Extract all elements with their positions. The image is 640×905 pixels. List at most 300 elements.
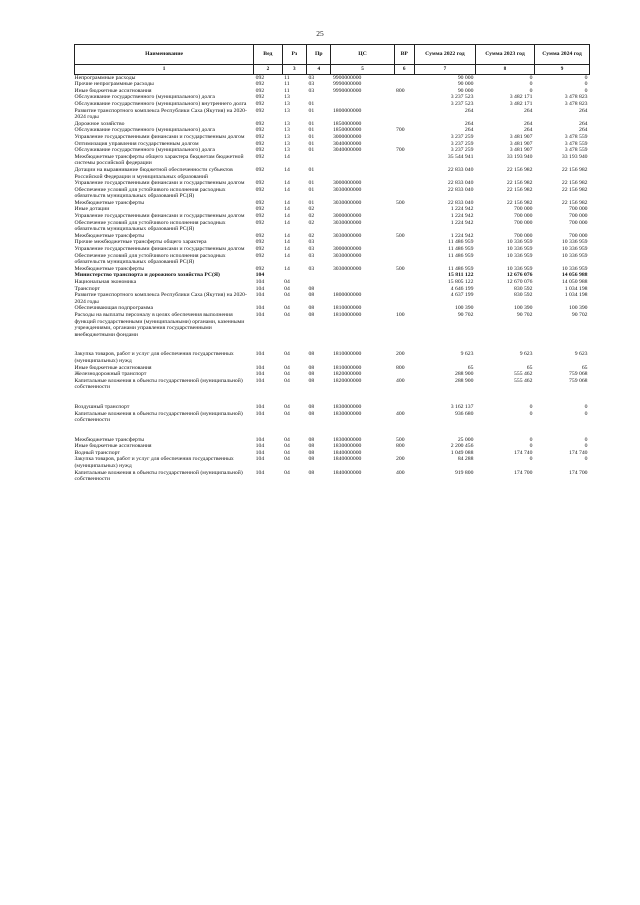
row-sum-2023: 22 156 982 [506, 180, 533, 187]
row-sum-2023: 174 700 [514, 469, 533, 476]
row-sum-2022: 11 486 959 [448, 239, 474, 246]
row-cs [331, 272, 394, 279]
row-name: Капитальные вложения в объекты государственной (муниципальной) собственности [74, 469, 243, 483]
row-vr [394, 187, 414, 200]
row-sum-2022: 288 900 [454, 377, 474, 384]
row-rz: 04 [284, 305, 290, 312]
row-ved: 104 [255, 449, 265, 456]
row-vr [394, 108, 414, 121]
row-rz: 04 [284, 351, 290, 358]
row-pr [307, 154, 331, 167]
row-name: Обеспечивающая подпрограмма [74, 305, 154, 312]
row-pr: 08 [308, 456, 315, 463]
row-vr: 500 [396, 265, 405, 272]
row-rz: 13 [284, 120, 290, 127]
row-sum-2023: 0 [529, 403, 533, 410]
row-sum-2023: 555 462 [514, 377, 533, 384]
row-pr: 03 [308, 74, 315, 81]
row-rz: 04 [284, 456, 290, 463]
row-sum-2022: 90 000 [457, 81, 474, 88]
column-number: 4 [307, 65, 331, 75]
row-name: Иные дотации [74, 206, 110, 213]
row-cs: 3000000000 [332, 213, 362, 220]
row-ved: 092 [255, 81, 265, 88]
row-vr: 400 [396, 469, 405, 476]
table-row [75, 470, 590, 483]
row-cs: 3000000000 [332, 180, 362, 187]
row-sum-2022: 2 200 456 [450, 443, 474, 450]
row-cs: 3000000000 [332, 246, 362, 253]
column-number: 8 [475, 65, 534, 75]
row-name: Управление государственными финансами и государственным долгом [74, 213, 245, 220]
row-name: Обслуживание государственного (муниципального) долга [74, 127, 215, 134]
row-sum-2023: 555 462 [514, 371, 533, 378]
row-name: Развитие транспортного комплекса Республики Саха (Якутия) на 2020-2024 годы [74, 292, 247, 305]
row-sum-2022: 15 811 122 [448, 272, 474, 279]
table-row [75, 134, 590, 141]
table-row [75, 443, 590, 450]
row-pr: 01 [308, 127, 315, 134]
row-sum-2022: 9 623 [460, 351, 474, 358]
row-rz: 04 [284, 285, 290, 292]
row-sum-2024: 3 478 823 [564, 94, 588, 101]
row-sum-2023: 33 193 940 [506, 153, 533, 160]
row-sum-2024: 10 336 959 [561, 239, 588, 246]
row-rz: 13 [284, 127, 290, 134]
row-sum-2023: 700 000 [514, 219, 533, 226]
table-row [75, 180, 590, 187]
table-row [75, 108, 590, 121]
column-header-ved: Вед [254, 45, 282, 65]
row-rz: 14 [284, 199, 290, 206]
row-sum-2022: 1 224 942 [450, 213, 474, 220]
row-sum-2023: 3 481 907 [509, 133, 533, 140]
row-ved: 092 [255, 166, 265, 173]
row-sum-2022: 100 390 [454, 305, 474, 312]
row-ved: 092 [255, 133, 265, 140]
row-vr [394, 292, 414, 305]
row-cs: 1810000000 [332, 311, 362, 318]
row-cs: 1840000000 [332, 449, 362, 456]
row-sum-2023: 700 000 [514, 206, 533, 213]
row-rz: 11 [284, 87, 290, 94]
row-rz: 14 [284, 213, 290, 220]
row-cs: 3030000000 [332, 186, 362, 193]
row-sum-2024: 0 [584, 456, 588, 463]
row-sum-2023: 174 740 [514, 449, 533, 456]
column-number: 3 [282, 65, 306, 75]
row-sum-2024: 0 [584, 436, 588, 443]
row-sum-2024: 700 000 [569, 213, 588, 220]
row-pr: 01 [308, 186, 315, 193]
table-row [75, 378, 590, 404]
row-sum-2024: 33 193 940 [561, 153, 588, 160]
row-cs: 3000000000 [332, 133, 362, 140]
row-cs: 3030000000 [332, 199, 362, 206]
table-row [75, 74, 590, 81]
row-ved: 104 [255, 403, 265, 410]
row-sum-2024: 264 [578, 127, 588, 134]
row-vr [394, 213, 414, 220]
row-name: Транспорт [74, 285, 100, 292]
row-rz: 14 [284, 166, 290, 173]
row-sum-2024: 264 [578, 120, 588, 127]
row-sum-2022: 3 237 523 [450, 100, 474, 107]
row-name: Прочие межбюджетные трансферты общего характера [74, 239, 207, 246]
row-vr: 700 [396, 147, 405, 154]
row-sum-2023: 830 592 [514, 292, 533, 299]
row-rz: 13 [284, 133, 290, 140]
row-sum-2024: 759 068 [569, 371, 588, 378]
row-ved: 092 [255, 239, 265, 246]
row-ved: 092 [255, 246, 265, 253]
row-cs [331, 206, 394, 213]
row-pr: 03 [308, 81, 315, 88]
row-cs [331, 286, 394, 293]
row-sum-2023: 264 [523, 120, 533, 127]
row-cs: 3030000000 [332, 265, 362, 272]
row-pr: 08 [308, 443, 315, 450]
column-header-name: Наименование [75, 45, 254, 65]
row-ved: 092 [255, 153, 265, 160]
row-cs: 1810000000 [332, 364, 362, 371]
row-ved: 092 [255, 252, 265, 259]
row-sum-2022: 264 [464, 107, 474, 114]
row-sum-2022: 84 288 [457, 456, 474, 463]
row-ved: 104 [255, 292, 265, 299]
row-pr: 08 [308, 410, 315, 417]
row-name: Развитие транспортного комплекса Республики Саха (Якутия) на 2020-2024 годы [74, 107, 247, 121]
row-sum-2023: 3 481 907 [509, 140, 533, 147]
row-vr [394, 305, 414, 312]
row-sum-2023: 12 676 076 [506, 272, 533, 279]
row-sum-2024: 0 [584, 403, 588, 410]
row-cs: 3040000000 [332, 140, 362, 147]
row-pr [307, 272, 331, 279]
row-vr: 200 [396, 456, 405, 463]
row-sum-2023: 12 670 076 [506, 279, 533, 285]
row-name: Железнодорожный транспорт [74, 371, 147, 378]
row-rz: 04 [284, 469, 290, 476]
row-cs: 1830000000 [332, 403, 362, 410]
row-rz: 04 [284, 410, 290, 417]
row-sum-2022: 264 [464, 127, 474, 134]
row-sum-2024: 0 [584, 443, 588, 450]
row-name: Иные бюджетные ассигнования [74, 87, 152, 94]
column-numbers-row [75, 65, 590, 75]
row-sum-2023: 264 [523, 127, 533, 134]
row-sum-2023: 9 623 [519, 351, 533, 358]
row-sum-2023: 22 156 982 [506, 166, 533, 173]
row-rz: 14 [284, 252, 290, 259]
column-header-sum-2024: Сумма 2024 год [534, 45, 589, 65]
row-name: Управление государственными финансами и государственным долгом [74, 133, 245, 140]
row-name: Межбюджетные трансферты [74, 232, 145, 239]
row-ved: 104 [255, 371, 265, 378]
row-sum-2022: 1 224 942 [450, 232, 474, 239]
table-row [75, 312, 590, 351]
row-name: Министерство транспорта и дорожного хозяйства РС(Я) [74, 272, 220, 279]
column-header-rz: Рз [282, 45, 306, 65]
row-pr: 08 [308, 285, 315, 292]
table-row [75, 213, 590, 220]
table-row [75, 94, 590, 101]
table-row [75, 187, 590, 200]
row-cs: 1830000000 [332, 436, 362, 443]
row-pr: 01 [308, 120, 315, 127]
row-cs: 9990000000 [332, 81, 362, 88]
row-ved: 104 [255, 305, 265, 312]
row-cs: 1810000000 [332, 351, 362, 358]
table-row [75, 246, 590, 253]
row-sum-2023: 0 [529, 87, 533, 94]
row-cs: 1820000000 [332, 371, 362, 378]
row-vr [394, 134, 414, 141]
row-sum-2022: 11 486 959 [448, 246, 474, 253]
column-headers-row [75, 45, 590, 65]
table-row [75, 292, 590, 305]
row-cs: 3040000000 [332, 147, 362, 154]
row-cs [331, 154, 394, 167]
row-name: Иные бюджетные ассигнования [74, 443, 152, 450]
table-row [75, 253, 590, 266]
column-header-vr: ВР [394, 45, 414, 65]
row-cs: 3030000000 [332, 252, 362, 259]
row-name: Дотации на выравнивание бюджетной обеспеченности субъектов Российской Федерации и муниципальных образований [74, 166, 233, 180]
row-vr [394, 239, 414, 246]
row-vr: 200 [396, 351, 405, 358]
row-ved: 104 [255, 410, 265, 417]
row-pr: 08 [308, 292, 315, 299]
row-sum-2024: 3 478 559 [564, 140, 588, 147]
row-sum-2023: 10 336 959 [506, 239, 533, 246]
row-sum-2023: 0 [529, 410, 533, 417]
row-cs: 1840000000 [332, 456, 362, 463]
row-rz: 11 [284, 81, 290, 88]
column-header-sum-2022: Сумма 2022 год [414, 45, 475, 65]
budget-table [74, 44, 590, 483]
row-cs: 9990000000 [332, 87, 362, 94]
row-sum-2022: 1 224 942 [450, 219, 474, 226]
row-sum-2022: 288 900 [454, 371, 474, 378]
row-name: Расходы на выплаты персоналу в целях обеспечения выполнения функций государственными (муниципальными) органами, казенными учреждениями, органами управления государственными внебюджетными фондами [74, 311, 245, 338]
row-pr: 08 [308, 449, 315, 456]
row-rz: 14 [284, 246, 290, 253]
row-name: Национальная экономика [74, 279, 137, 285]
table-row [75, 411, 590, 437]
row-sum-2024: 0 [584, 410, 588, 417]
row-name: Межбюджетные трансферты [74, 436, 145, 443]
row-sum-2022: 3 237 259 [450, 147, 474, 154]
row-cs: 1830000000 [332, 443, 362, 450]
row-sum-2024: 3 478 559 [564, 133, 588, 140]
row-cs [331, 94, 394, 101]
row-sum-2022: 3 237 259 [450, 140, 474, 147]
row-ved: 104 [255, 377, 265, 384]
row-sum-2022: 11 486 959 [448, 252, 474, 259]
row-ved: 104 [255, 436, 265, 443]
row-ved: 092 [255, 186, 265, 193]
row-vr [394, 272, 414, 279]
row-vr [394, 154, 414, 167]
row-pr: 08 [308, 403, 315, 410]
row-sum-2024: 100 390 [569, 305, 588, 312]
row-sum-2022: 22 833 040 [447, 186, 474, 193]
row-pr: 03 [308, 239, 315, 246]
row-sum-2022: 25 000 [457, 436, 474, 443]
row-cs [331, 279, 394, 286]
row-sum-2024: 1 034 198 [564, 292, 588, 299]
row-sum-2022: 35 544 941 [447, 153, 474, 160]
row-name: Оптимизация управления государственным долгом [74, 140, 199, 147]
row-rz: 04 [284, 364, 290, 371]
row-sum-2024: 700 000 [569, 219, 588, 226]
table-row [75, 272, 590, 279]
row-vr: 800 [396, 87, 405, 94]
row-ved: 104 [255, 272, 265, 279]
row-ved: 104 [255, 364, 265, 371]
row-sum-2024: 90 702 [571, 311, 588, 318]
row-vr [394, 81, 414, 88]
row-vr [394, 371, 414, 378]
row-name: Дорожное хозяйство [74, 120, 125, 127]
row-pr: 03 [308, 252, 315, 259]
row-rz: 11 [284, 74, 290, 81]
row-sum-2023: 10 336 959 [506, 246, 533, 253]
row-rz: 04 [284, 449, 290, 456]
row-pr: 08 [308, 469, 315, 476]
row-ved: 104 [255, 443, 265, 450]
row-vr [394, 404, 414, 411]
row-pr: 01 [308, 147, 315, 154]
row-rz: 04 [284, 403, 290, 410]
row-pr: 01 [308, 107, 315, 114]
row-sum-2022: 22 833 040 [447, 180, 474, 187]
row-sum-2024: 10 336 959 [561, 265, 588, 272]
row-rz: 04 [284, 377, 290, 384]
page-number: 25 [316, 29, 324, 38]
column-header-sum-2023: Сумма 2023 год [475, 45, 534, 65]
row-sum-2024: 264 [578, 107, 588, 114]
row-cs [331, 167, 394, 180]
table-row [75, 81, 590, 88]
row-cs: 1850000000 [332, 127, 362, 134]
row-sum-2024: 174 740 [569, 449, 588, 456]
row-sum-2022: 22 833 040 [447, 166, 474, 173]
table-row [75, 305, 590, 312]
row-pr: 08 [308, 305, 315, 312]
row-vr [394, 180, 414, 187]
row-ved: 092 [255, 140, 265, 147]
table-row [75, 154, 590, 167]
row-sum-2022: 65 [467, 364, 474, 371]
row-sum-2024: 700 000 [569, 232, 588, 239]
row-rz: 04 [284, 279, 290, 285]
row-ved: 092 [255, 74, 265, 81]
row-vr [394, 450, 414, 457]
row-vr [394, 246, 414, 253]
row-cs: 1830000000 [332, 410, 362, 417]
row-rz [282, 272, 306, 279]
row-sum-2023: 700 000 [514, 232, 533, 239]
row-sum-2023: 0 [529, 456, 533, 463]
row-name: Обслуживание государственного (муниципального) внутреннего долга [74, 100, 247, 107]
row-sum-2022: 4 637 199 [450, 292, 474, 299]
row-rz: 04 [284, 371, 290, 378]
column-number: 1 [75, 65, 254, 75]
row-sum-2024: 1 034 198 [564, 285, 588, 292]
row-cs: 1800000000 [332, 107, 362, 114]
row-name: Воздушный транспорт [74, 403, 130, 410]
table-row [75, 167, 590, 180]
row-sum-2022: 90 000 [457, 74, 474, 81]
column-number: 6 [394, 65, 414, 75]
row-sum-2023: 22 156 982 [506, 199, 533, 206]
row-rz: 04 [284, 292, 290, 299]
row-sum-2024: 759 068 [569, 377, 588, 384]
row-rz: 14 [284, 219, 290, 226]
row-name: Капитальные вложения в объекты государственной (муниципальной) собственности [74, 410, 243, 424]
row-ved: 092 [255, 127, 265, 134]
row-pr: 08 [308, 371, 315, 378]
column-number: 9 [534, 65, 589, 75]
row-vr [394, 121, 414, 128]
row-sum-2024: 0 [584, 81, 588, 88]
row-vr [394, 94, 414, 101]
row-ved: 092 [255, 180, 265, 187]
row-ved: 092 [255, 232, 265, 239]
table-row [75, 147, 590, 154]
row-sum-2024: 0 [584, 87, 588, 94]
row-vr [394, 279, 414, 286]
row-sum-2022: 22 833 040 [447, 199, 474, 206]
row-cs: 1800000000 [332, 292, 362, 299]
row-sum-2024: 10 336 959 [561, 246, 588, 253]
row-rz: 14 [284, 265, 290, 272]
row-ved: 104 [255, 469, 265, 476]
row-sum-2023: 0 [529, 81, 533, 88]
row-name: Обеспечение условий для устойчивого исполнения расходных обязательств муниципальных образований РС(Я) [74, 219, 226, 233]
row-vr: 800 [396, 443, 405, 450]
row-pr: 03 [308, 87, 315, 94]
row-ved: 092 [255, 120, 265, 127]
row-vr: 800 [396, 364, 405, 371]
row-pr: 08 [308, 311, 315, 318]
row-vr: 500 [396, 232, 405, 239]
row-sum-2023: 100 390 [514, 305, 533, 312]
row-sum-2024: 65 [581, 364, 588, 371]
row-pr: 02 [308, 232, 315, 239]
row-name: Прочие непрограммные расходы [74, 81, 154, 88]
row-rz: 04 [284, 436, 290, 443]
row-name: Обеспечение условий для устойчивого исполнения расходных обязательств муниципальных образований РС(Я) [74, 186, 226, 200]
row-vr: 400 [396, 410, 405, 417]
row-rz: 14 [284, 206, 290, 213]
row-sum-2022: 919 800 [454, 469, 474, 476]
row-ved: 104 [255, 285, 265, 292]
row-name: Капитальные вложения в объекты государственной (муниципальной) собственности [74, 377, 243, 391]
row-sum-2022: 90 000 [457, 87, 474, 94]
row-pr: 02 [308, 219, 315, 226]
row-sum-2024: 22 156 982 [561, 186, 588, 193]
row-sum-2023: 3 481 907 [509, 147, 533, 154]
row-pr: 08 [308, 351, 315, 358]
table-row [75, 220, 590, 233]
row-cs [331, 239, 394, 246]
row-sum-2022: 3 237 259 [450, 133, 474, 140]
row-sum-2022: 936 680 [454, 410, 474, 417]
row-cs: 1850000000 [332, 120, 362, 127]
